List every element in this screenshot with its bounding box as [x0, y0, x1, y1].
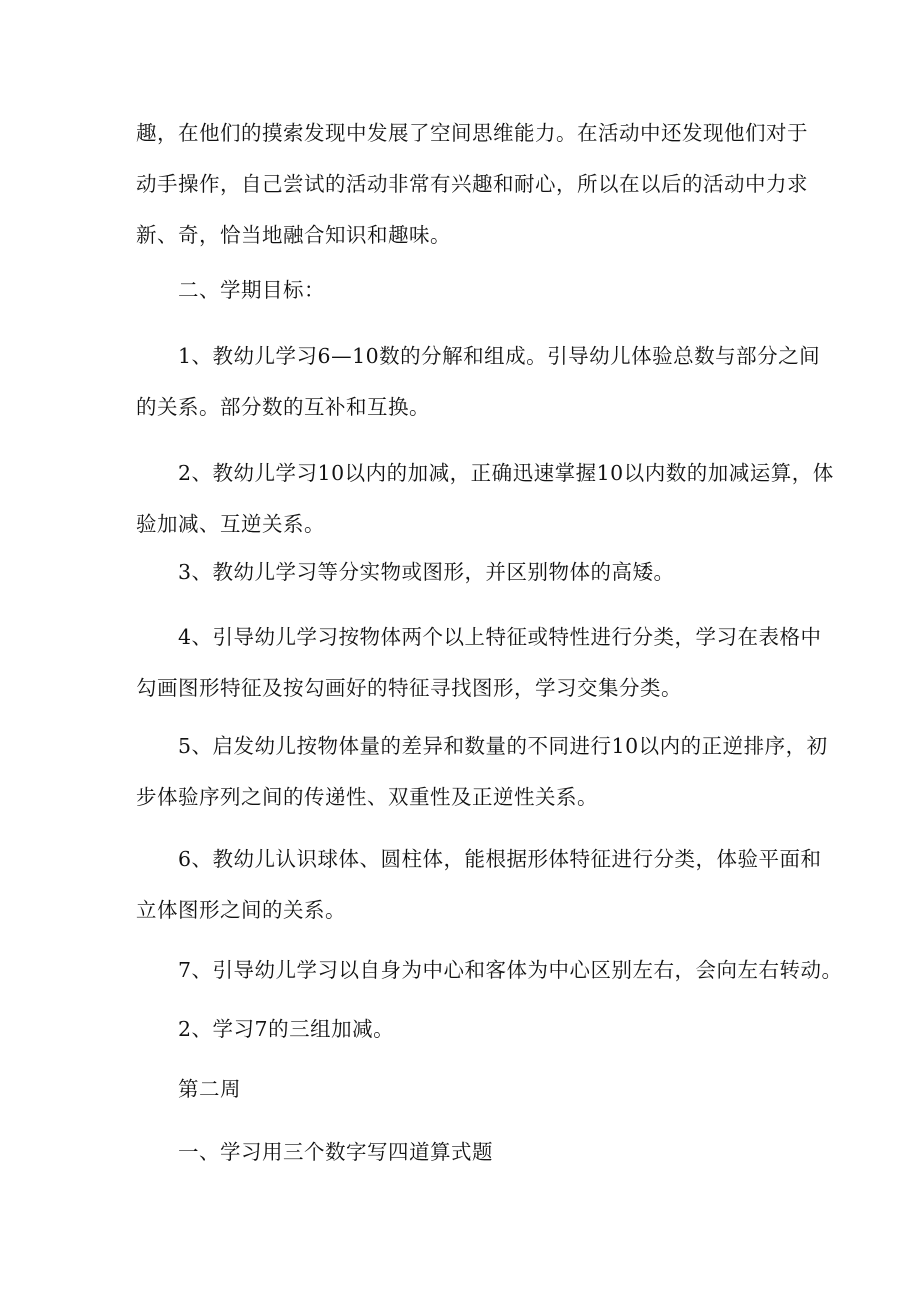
text-line: 动手操作，自己尝试的活动非常有兴趣和耐心，所以在以后的活动中力求: [136, 172, 808, 196]
text-line: 7、引导幼儿学习以自身为中心和客体为中心区别左右，会向左右转动。: [178, 958, 843, 982]
text-line: 3、教幼儿学习等分实物或图形，并区别物体的高矮。: [178, 560, 675, 584]
text-line: 勾画图形特征及按勾画好的特征寻找图形，学习交集分类。: [136, 676, 682, 700]
text-line: 4、引导幼儿学习按物体两个以上特征或特性进行分类，学习在表格中: [178, 625, 822, 649]
text-line: 验加减、互逆关系。: [136, 512, 325, 536]
paragraph-intro-continuation: [136, 108, 808, 261]
text-line: 2、学习7的三组加减。: [178, 1017, 395, 1041]
goal-item-3: [136, 547, 786, 598]
text-line: 6、教幼儿认识球体、圆柱体，能根据形体特征进行分类，体验平面和: [178, 847, 822, 871]
text-line: 立体图形之间的关系。: [136, 898, 346, 922]
goal-item-6: [136, 834, 822, 936]
text-line: 第二周: [178, 1077, 241, 1101]
goal-item-4: [136, 612, 822, 714]
text-line: 步体验序列之间的传递性、双重性及正逆性关系。: [136, 785, 598, 809]
text-line: 新、奇，恰当地融合知识和趣味。: [136, 223, 451, 247]
text-line: 的关系。部分数的互补和互换。: [136, 395, 430, 419]
text-line: 二、学期目标：: [178, 278, 325, 302]
text-line: 2、教幼儿学习10以内的加减，正确迅速掌握10以内数的加减运算，体: [178, 461, 834, 485]
goal-item-7: [136, 945, 843, 996]
goal-item-1: [136, 331, 821, 433]
text-line: 一、学习用三个数字写四道算式题: [178, 1140, 493, 1164]
text-line: 趣，在他们的摸索发现中发展了空间思维能力。在活动中还发现他们对于: [136, 121, 808, 145]
section-heading-semester-goals: [136, 265, 786, 316]
week-heading-second: [136, 1064, 786, 1115]
goal-item-2: [136, 448, 834, 550]
week-topic-1: [136, 1127, 786, 1178]
text-line: 5、启发幼儿按物体量的差异和数量的不同进行10以内的正逆排序，初: [178, 734, 828, 758]
week-item-2: [136, 1004, 786, 1055]
goal-item-5: [136, 721, 828, 823]
text-line: 1、教幼儿学习6—10数的分解和组成。引导幼儿体验总数与部分之间: [178, 344, 821, 368]
